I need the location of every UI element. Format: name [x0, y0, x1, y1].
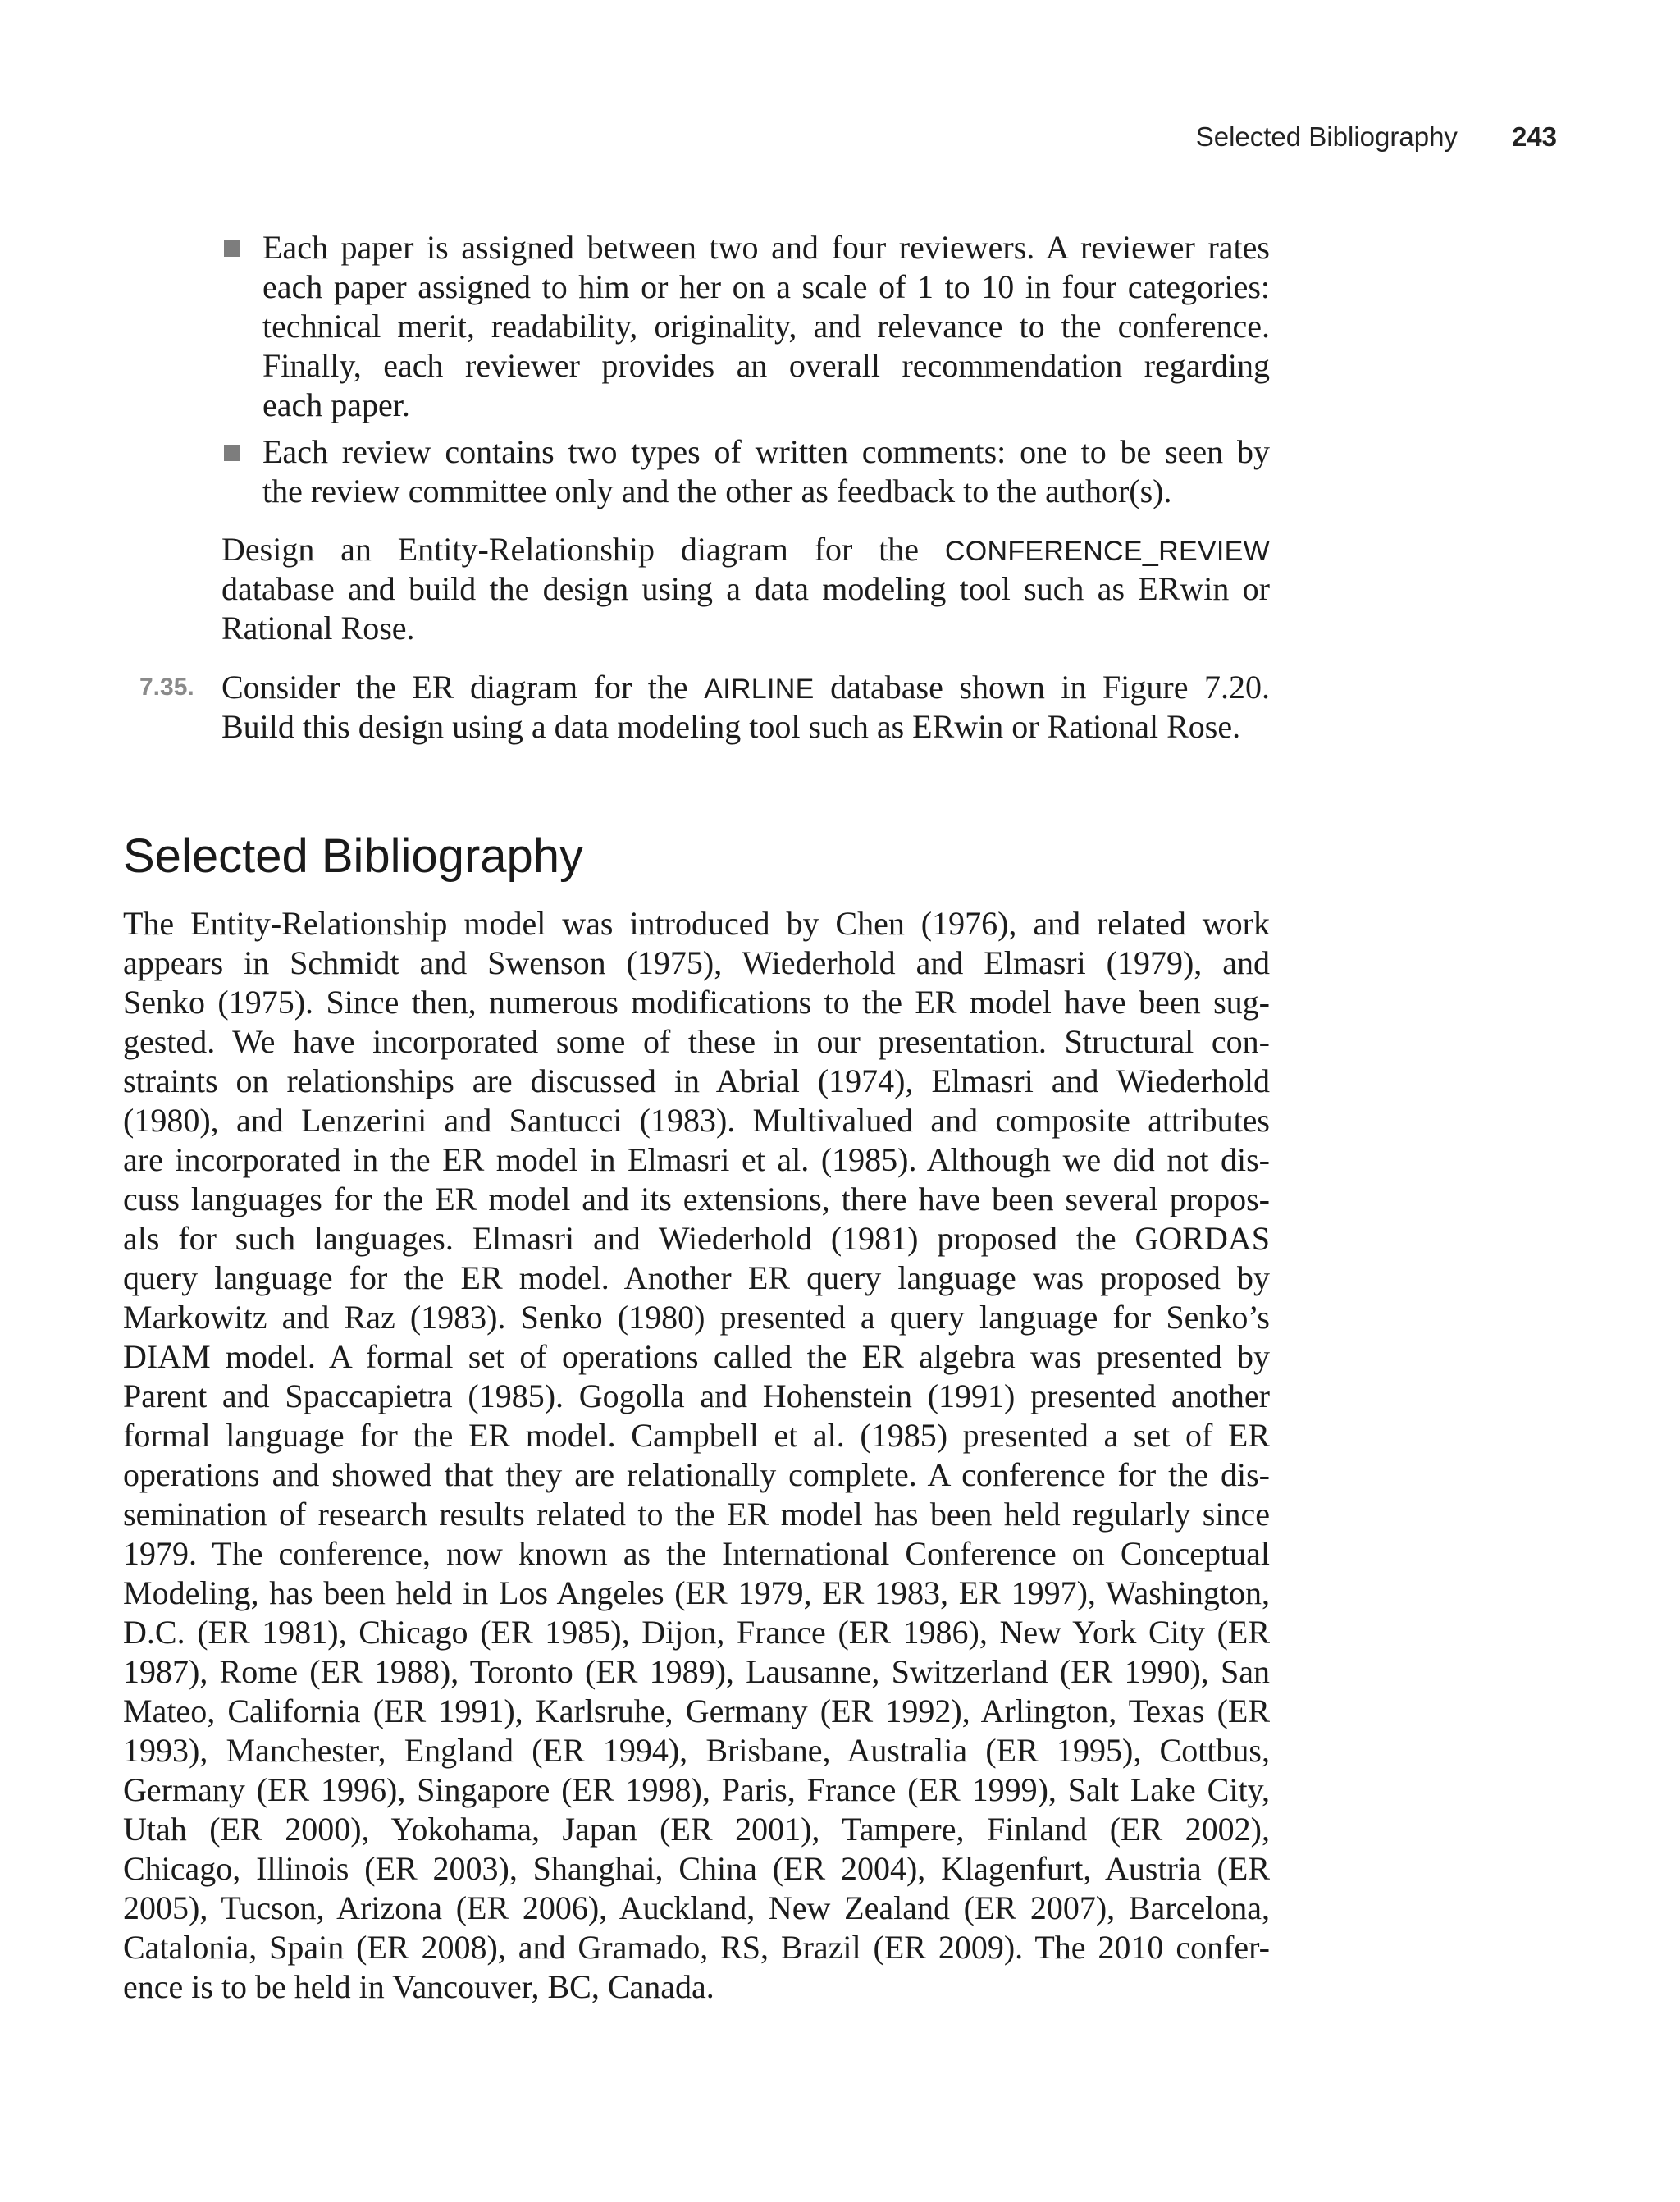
design-paragraph: [221, 530, 1270, 648]
text-line: semination of research results related to the ER model has been held regularly since: [123, 1496, 1270, 1533]
text-fragment: Design an Entity-Relationship diagram for the: [221, 531, 920, 568]
text-fragment: database shown in Figure 7.20.: [830, 669, 1271, 706]
database-name: CONFERENCE_REVIEW: [944, 536, 1271, 567]
text-line: Senko (1975). Since then, numerous modifications to the ER model have been sug-: [123, 984, 1270, 1021]
text-line: Finally, each reviewer provides an overall recommendation regarding: [262, 347, 1270, 384]
text-line: Modeling, has been held in Los Angeles (ER 1979, ER 1983, ER 1997), Washington,: [123, 1574, 1270, 1611]
text-line: 1987), Rome (ER 1988), Toronto (ER 1989), Lausanne, Switzerland (ER 1990), San: [123, 1653, 1270, 1690]
square-bullet-icon: [224, 240, 240, 257]
text-line: Each paper is assigned between two and four reviewers. A reviewer rates: [262, 229, 1270, 266]
text-line: Markowitz and Raz (1983). Senko (1980) presented a query language for Senko’s: [123, 1299, 1270, 1336]
text-line: Rational Rose.: [221, 610, 415, 646]
text-line: [221, 530, 1270, 569]
text-line: Parent and Spaccapietra (1985). Gogolla and Hohenstein (1991) presented another: [123, 1377, 1270, 1414]
running-head: [1196, 121, 1557, 153]
text-line: Each review contains two types of written comments: one to be seen by: [262, 433, 1270, 470]
exercise-7-35: [139, 668, 1270, 747]
text-line: Utah (ER 2000), Yokohama, Japan (ER 2001), Tampere, Finland (ER 2002),: [123, 1811, 1270, 1848]
text-line: operations and showed that they are relationally complete. A conference for the dis-: [123, 1456, 1270, 1493]
text-line: query language for the ER model. Another ER query language was proposed by: [123, 1259, 1270, 1296]
text-line: The Entity-Relationship model was introduced by Chen (1976), and related work: [123, 905, 1270, 942]
square-bullet-icon: [224, 445, 240, 461]
text-line: formal language for the ER model. Campbell et al. (1985) presented a set of ER: [123, 1417, 1270, 1454]
text-line: gested. We have incorporated some of these in our presentation. Structural con-: [123, 1023, 1270, 1060]
bullet-item: [221, 432, 1270, 511]
text-line: Chicago, Illinois (ER 2003), Shanghai, China (ER 2004), Klagenfurt, Austria (ER: [123, 1850, 1270, 1887]
bullet-list: [221, 228, 1270, 519]
text-line: Catalonia, Spain (ER 2008), and Gramado, RS, Brazil (ER 2009). The 2010 confer-: [123, 1929, 1270, 1966]
text-line: Build this design using a data modeling tool such as ERwin or Rational Rose.: [221, 708, 1241, 745]
text-line: als for such languages. Elmasri and Wiederhold (1981) proposed the GORDAS: [123, 1220, 1270, 1257]
text-line: 1979. The conference, now known as the International Conference on Conceptual: [123, 1535, 1270, 1572]
text-line: each paper.: [262, 386, 410, 423]
text-line: [221, 668, 1270, 707]
text-fragment: Consider the ER diagram for the: [221, 669, 688, 706]
exercise-body: [221, 668, 1270, 747]
text-line: D.C. (ER 1981), Chicago (ER 1985), Dijon, France (ER 1986), New York City (ER: [123, 1614, 1270, 1651]
text-line: 2005), Tucson, Arizona (ER 2006), Auckland, New Zealand (ER 2007), Barcelona,: [123, 1889, 1270, 1926]
text-line: DIAM model. A formal set of operations called the ER algebra was presented by: [123, 1338, 1270, 1375]
text-line: database and build the design using a data modeling tool such as ERwin or: [221, 570, 1270, 607]
text-line: Mateo, California (ER 1991), Karlsruhe, Germany (ER 1992), Arlington, Texas (ER: [123, 1693, 1270, 1729]
running-head-title: Selected Bibliography: [1195, 121, 1458, 152]
text-line: (1980), and Lenzerini and Santucci (1983). Multivalued and composite attributes: [123, 1102, 1270, 1139]
text-line: Germany (ER 1996), Singapore (ER 1998), Paris, France (ER 1999), Salt Lake City,: [123, 1771, 1270, 1808]
text-line: ence is to be held in Vancouver, BC, Canada.: [123, 1968, 714, 2005]
page-number: 243: [1511, 121, 1557, 152]
database-name: AIRLINE: [704, 674, 815, 705]
text-line: straints on relationships are discussed in Abrial (1974), Elmasri and Wiederhold: [123, 1062, 1270, 1099]
bibliography-paragraph: [123, 904, 1270, 2007]
text-line: the review committee only and the other as feedback to the author(s).: [262, 473, 1172, 509]
text-line: technical merit, readability, originality, and relevance to the conference.: [262, 308, 1270, 345]
text-line: cuss languages for the ER model and its extensions, there have been several propos-: [123, 1181, 1270, 1217]
text-line: are incorporated in the ER model in Elmasri et al. (1985). Although we did not dis-: [123, 1141, 1270, 1178]
bullet-item: [221, 228, 1270, 425]
text-line: 1993), Manchester, England (ER 1994), Brisbane, Australia (ER 1995), Cottbus,: [123, 1732, 1270, 1769]
text-line: appears in Schmidt and Swenson (1975), Wiederhold and Elmasri (1979), and: [123, 944, 1270, 981]
text-line: each paper assigned to him or her on a scale of 1 to 10 in four categories:: [262, 268, 1270, 305]
exercise-number: 7.35.: [139, 674, 194, 701]
section-heading: Selected Bibliography: [123, 829, 584, 883]
